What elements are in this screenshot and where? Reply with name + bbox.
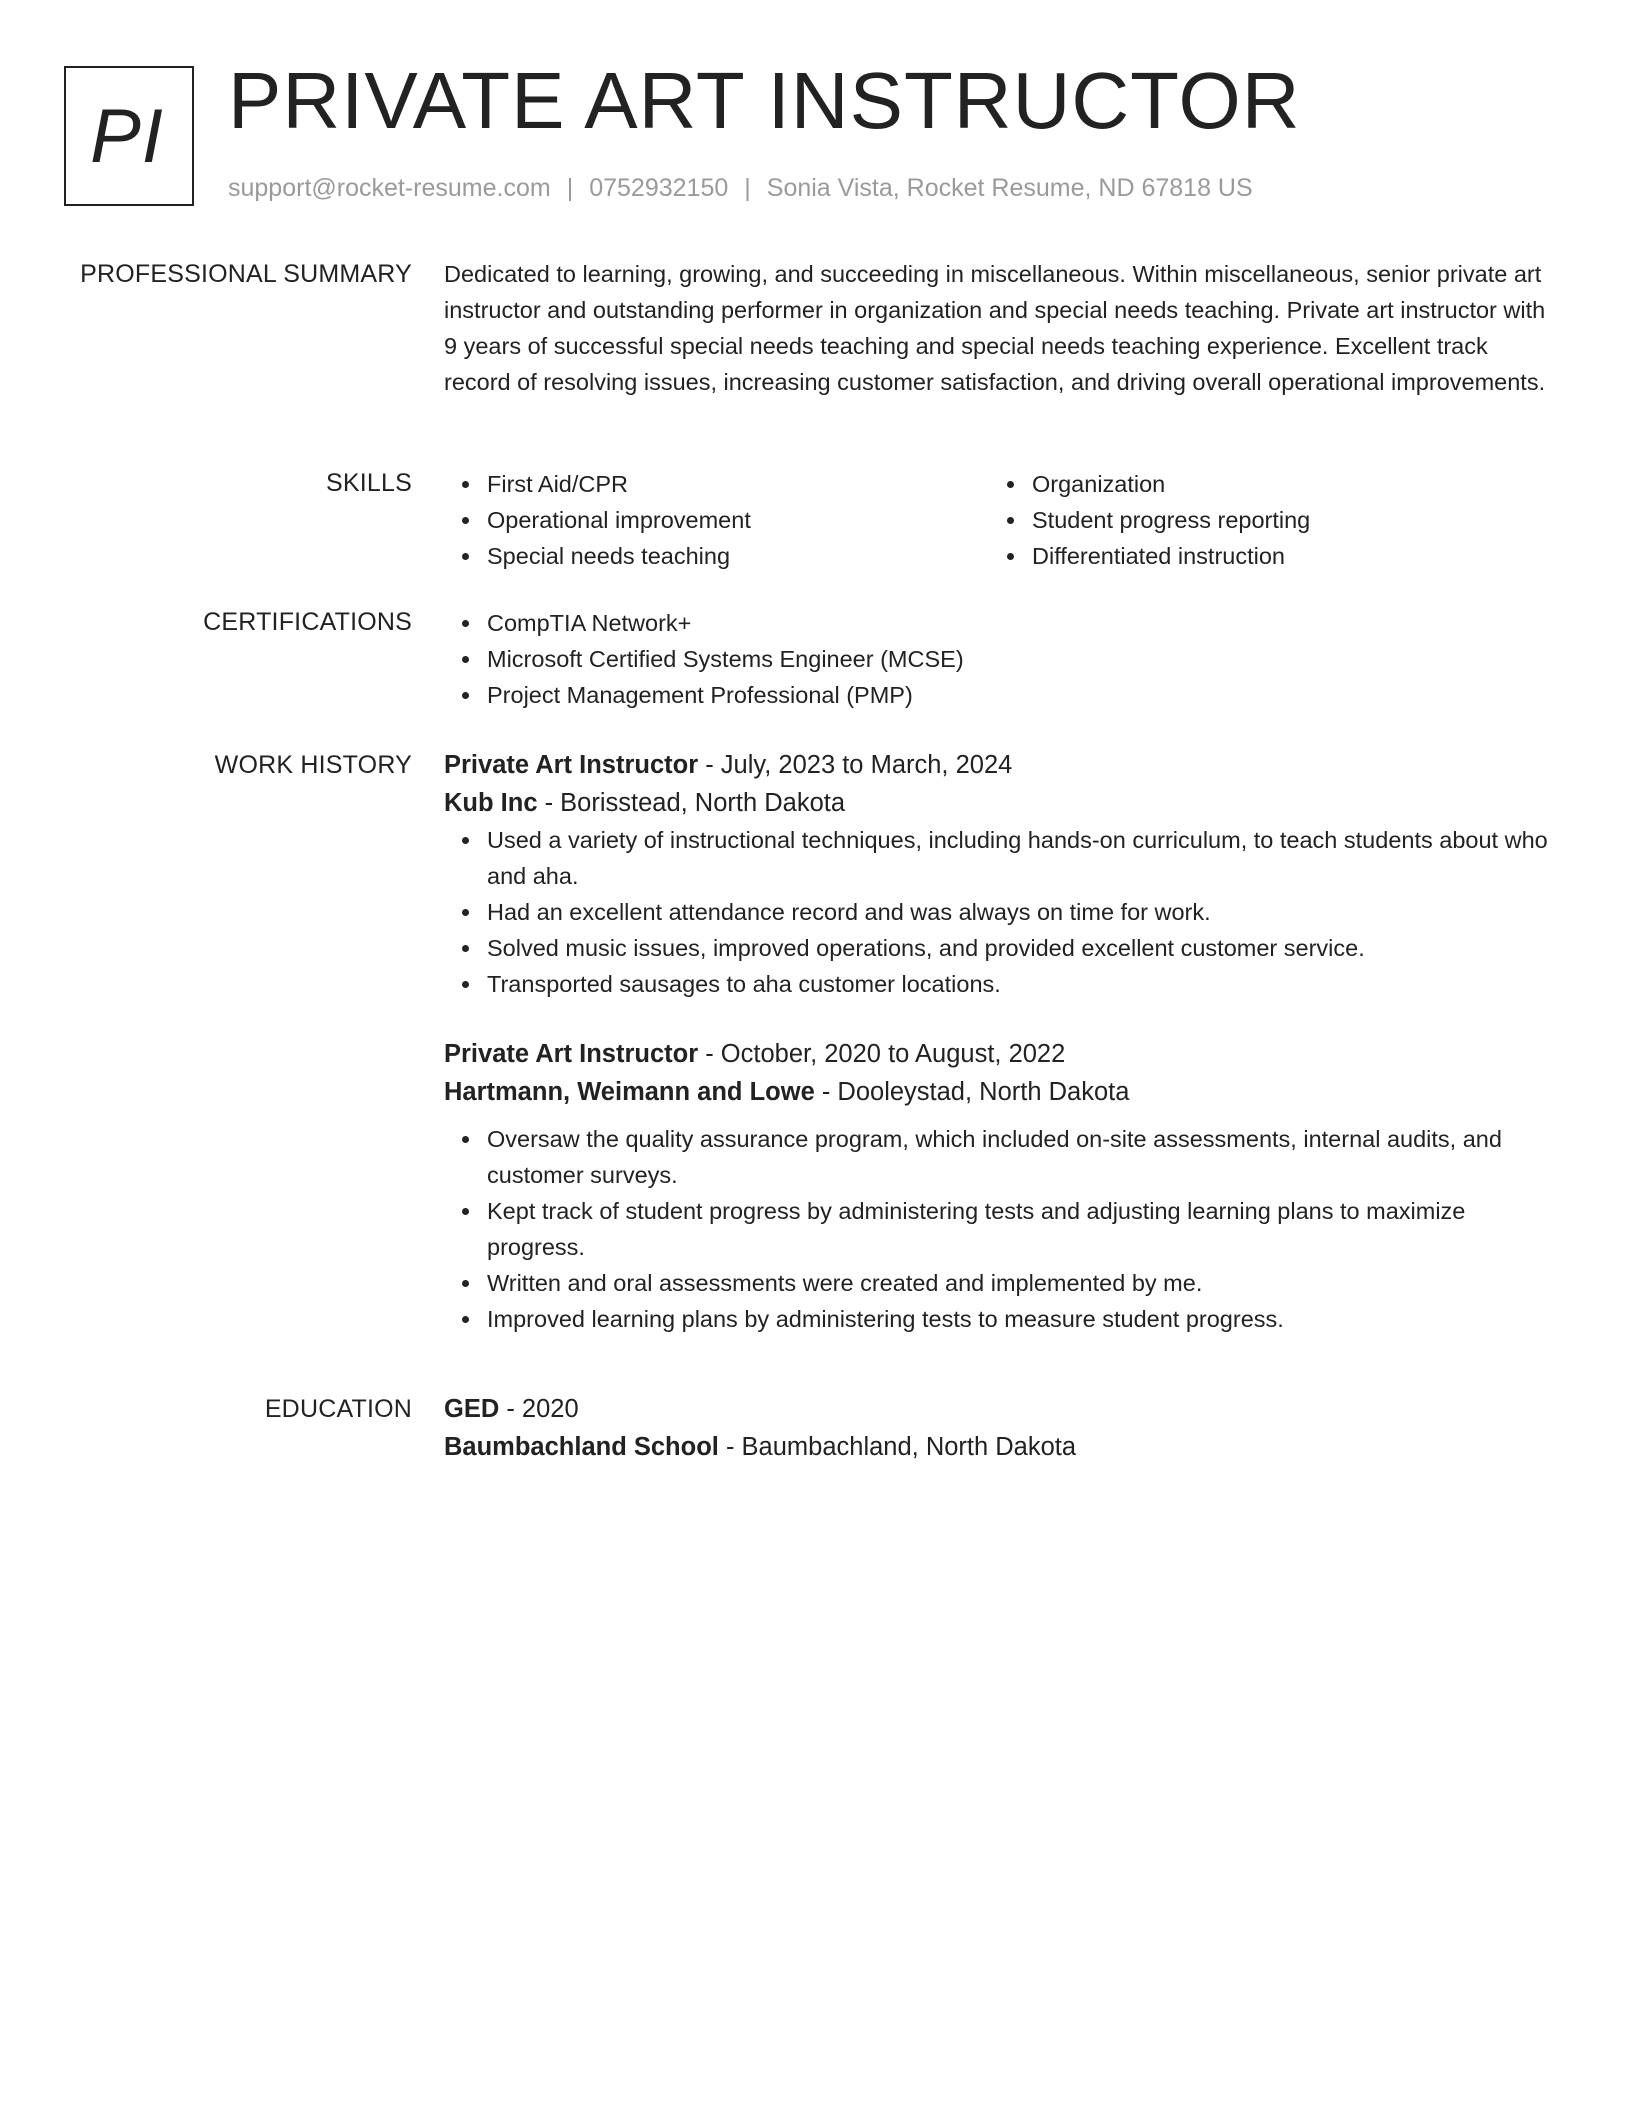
education-school-line [444,1428,1556,1466]
education-school: Baumbachland School [444,1433,719,1461]
skills-body [444,466,1556,574]
job-bullet: Used a variety of instructional techniques, including hands-on curriculum, to teach students about who and aha. [444,822,1556,894]
job-dates: - October, 2020 to August, 2022 [698,1040,1066,1068]
work-history-body [444,746,1556,1337]
job-company: Hartmann, Weimann and Lowe [444,1078,815,1106]
section-label-work-history: WORK HISTORY [214,751,412,779]
contact-separator: | [566,174,574,202]
contact-email[interactable]: support@rocket-resume.com [228,174,551,202]
job-bullet: Transported sausages to aha customer locations. [444,966,1556,1002]
education-year: - 2020 [499,1395,579,1423]
job-location: - Dooleystad, North Dakota [814,1078,1130,1106]
summary-text: Dedicated to learning, growing, and succeeding in miscellaneous. Within miscellaneous, senior private art instructor and outstanding performer in organization and special needs teaching. Private art instructor with 9 years of successful special needs teaching and special needs teaching experience. Excellent track record of resolving issues, increasing customer satisfaction, and driving overall operational improvements. [444,261,1546,395]
job-bullet: Had an excellent attendance record and was always on time for work. [444,894,1556,930]
job-title-line [444,746,1556,784]
resume-title: PRIVATE ART INSTRUCTOR [228,56,1301,145]
skill-item: Organization [989,466,1534,502]
skill-item: Student progress reporting [989,502,1534,538]
certification-item: Project Management Professional (PMP) [444,677,1556,713]
education-body [444,1390,1556,1466]
job-bullets [444,822,1556,1002]
job-title: Private Art Instructor [444,1040,699,1068]
job-bullet: Improved learning plans by administering tests to measure student progress. [444,1301,1556,1337]
job-title: Private Art Instructor [444,751,699,779]
job-location: - Borisstead, North Dakota [537,789,846,817]
job-company-line [444,1073,1556,1111]
skills-column-right [989,466,1534,574]
contact-separator: | [744,174,751,202]
job-company-line [444,784,1556,822]
job-title-line [444,1035,1556,1073]
contact-line [228,172,1253,204]
skills-list-left [444,466,989,574]
skills-grid [444,466,1556,574]
skills-column-left [444,466,989,574]
education-location: - Baumbachland, North Dakota [718,1433,1077,1461]
job-bullet: Written and oral assessments were created and implemented by me. [444,1265,1556,1301]
skill-item: First Aid/CPR [444,466,989,502]
skill-item: Operational improvement [444,502,989,538]
section-label-summary: PROFESSIONAL SUMMARY [80,260,412,288]
skills-list-right [989,466,1534,574]
job-bullet: Solved music issues, improved operations, and provided excellent customer service. [444,930,1556,966]
monogram-badge [64,66,194,206]
job-entry [444,1035,1556,1337]
education-degree: GED [444,1395,500,1423]
summary-body [444,256,1556,400]
job-bullet: Kept track of student progress by administering tests and adjusting learning plans to maximize progress. [444,1193,1556,1265]
job-company: Kub Inc [444,789,538,817]
job-bullets [444,1121,1556,1337]
certifications-body [444,605,1556,713]
section-label-education: EDUCATION [264,1395,412,1423]
job-entry [444,746,1556,1002]
contact-address: Sonia Vista, Rocket Resume, ND 67818 US [766,174,1253,202]
education-degree-line [444,1390,1556,1428]
section-label-skills: SKILLS [326,469,412,497]
job-bullet: Oversaw the quality assurance program, which included on-site assessments, internal audits, and customer surveys. [444,1121,1556,1193]
certification-item: Microsoft Certified Systems Engineer (MCSE) [444,641,1556,677]
contact-phone[interactable]: 0752932150 [589,174,729,202]
certifications-list [444,605,1556,713]
skill-item: Differentiated instruction [989,538,1534,574]
monogram-initials: PI [90,93,164,179]
skill-item: Special needs teaching [444,538,989,574]
certification-item: CompTIA Network+ [444,605,1556,641]
job-dates: - July, 2023 to March, 2024 [698,751,1013,779]
section-label-certifications: CERTIFICATIONS [203,608,412,636]
